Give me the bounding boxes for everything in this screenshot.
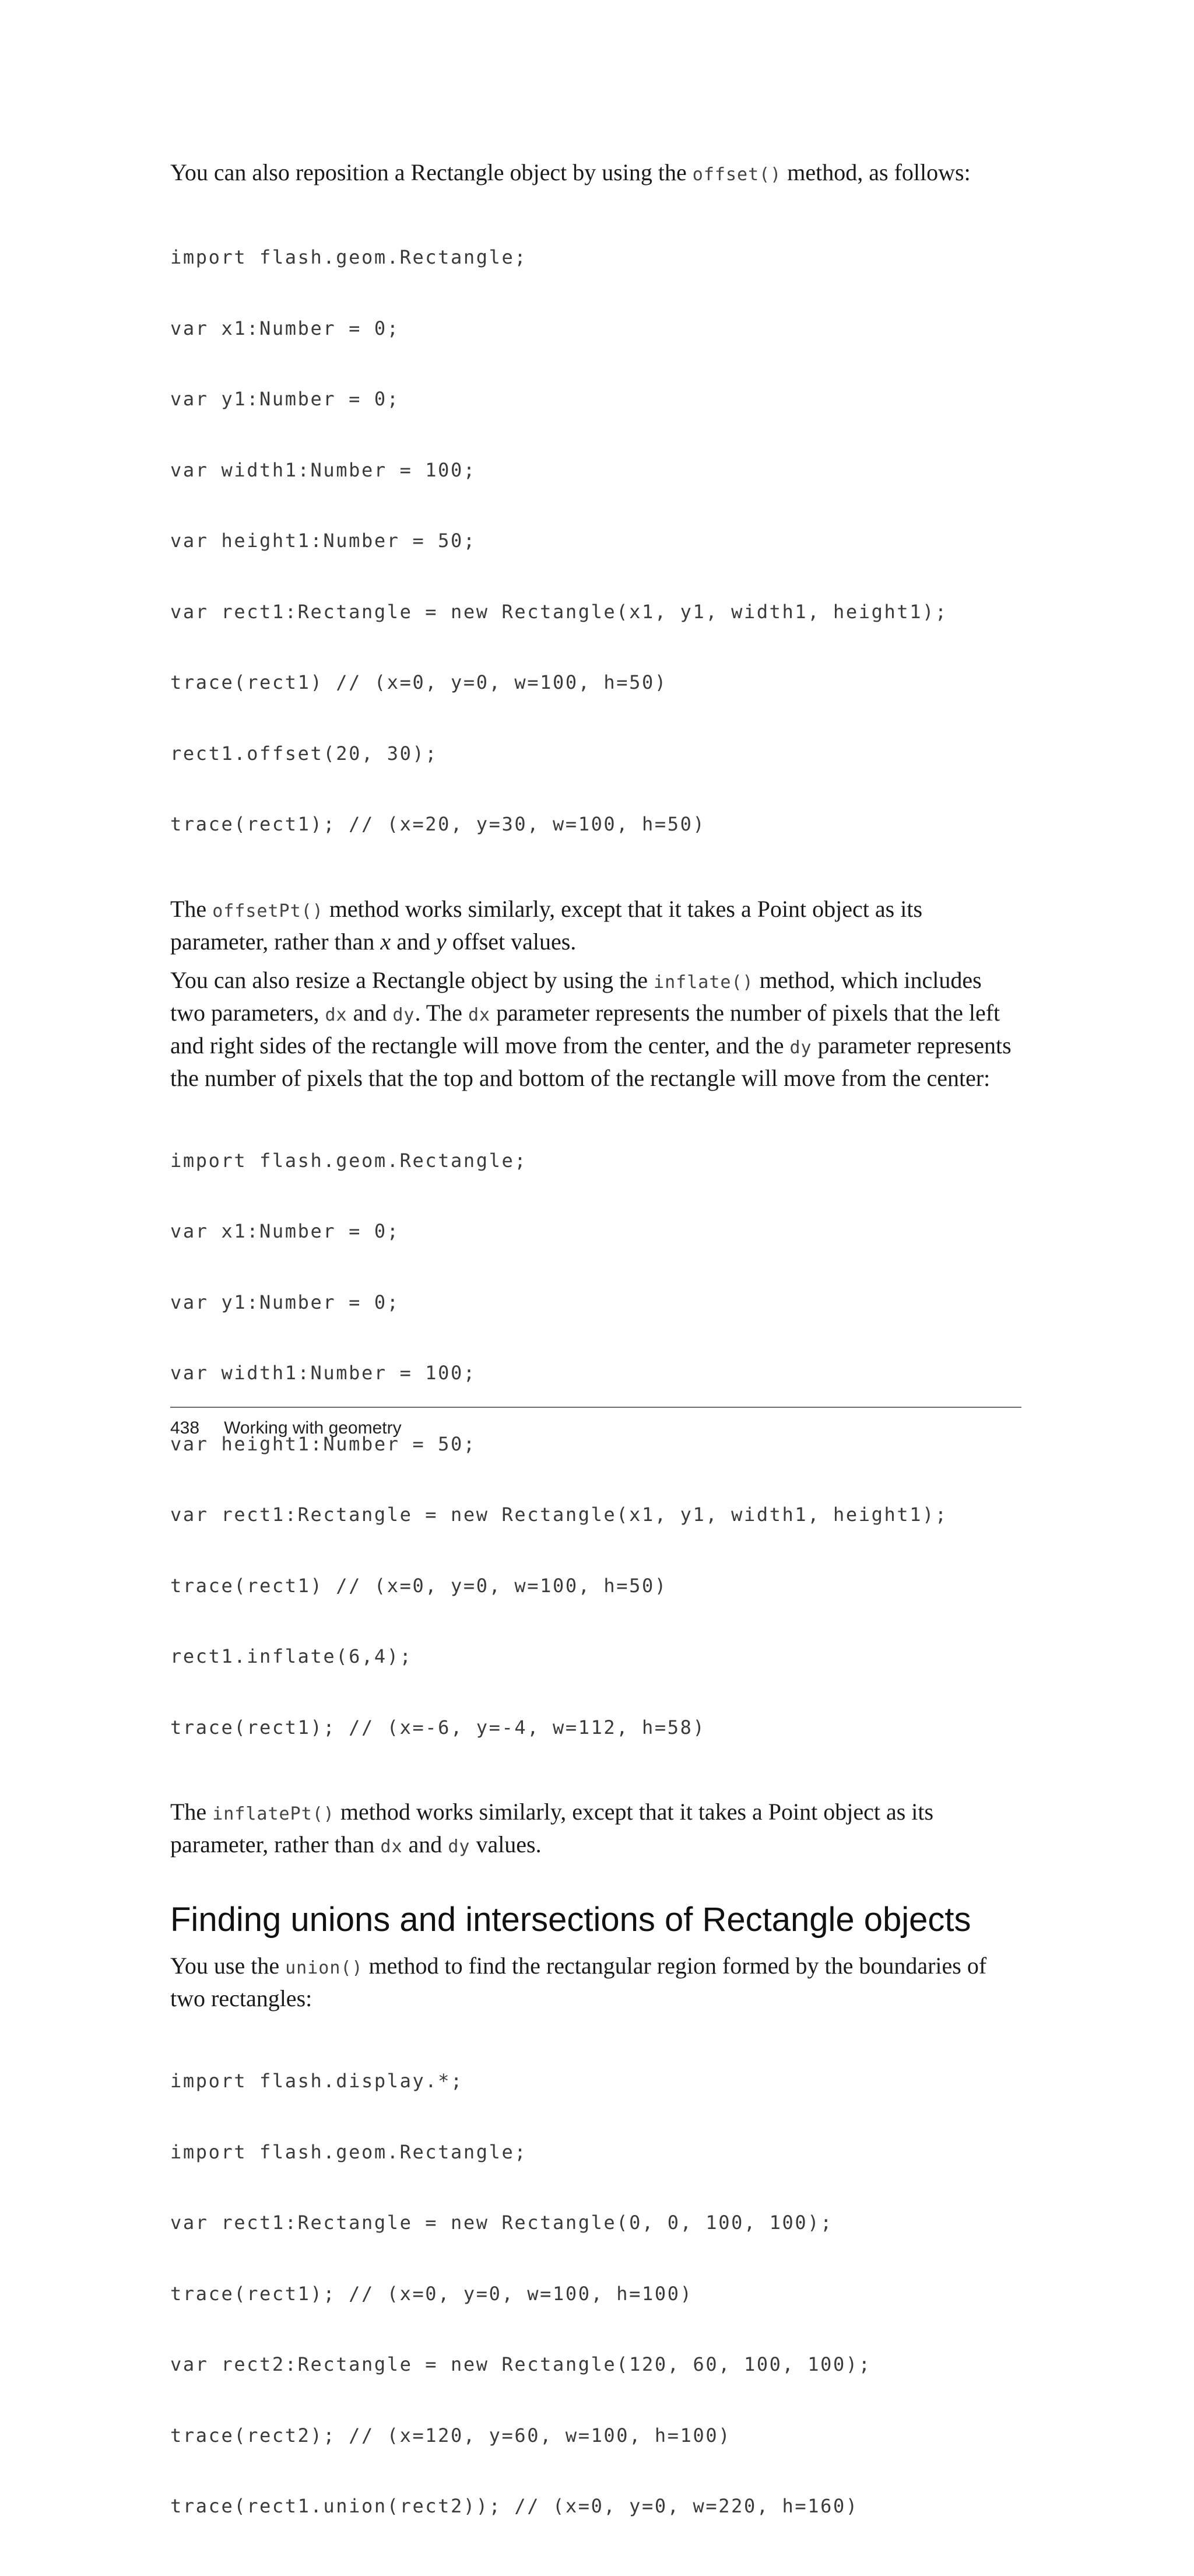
code-line: var x1:Number = 0; xyxy=(170,317,400,339)
code-line: import flash.geom.Rectangle; xyxy=(170,2140,528,2163)
code-block-offset xyxy=(170,198,1021,884)
section-heading: Finding unions and intersections of Rectangle objects xyxy=(170,1901,971,1939)
code-line: var width1:Number = 100; xyxy=(170,1362,476,1384)
paragraph-inflatept: The inflatePt() method works similarly, except that it takes a Point object as its parameter, rather than dx and dy values. xyxy=(170,1799,934,1857)
code-line: trace(rect1.union(rect2)); // (x=0, y=0, w=220, h=160) xyxy=(170,2495,859,2517)
code-line: var rect1:Rectangle = new Rectangle(0, 0, 100, 100); xyxy=(170,2211,834,2234)
code-line: import flash.display.*; xyxy=(170,2070,463,2092)
code-line: trace(rect2); // (x=120, y=60, w=100, h=100) xyxy=(170,2424,732,2447)
code-block-inflate xyxy=(170,1102,1021,1787)
code-line: trace(rect1); // (x=0, y=0, w=100, h=100) xyxy=(170,2282,693,2305)
page-footer xyxy=(170,1407,1021,1438)
text: method, as follows: xyxy=(781,159,971,185)
paragraph-offset-intro xyxy=(170,157,1021,190)
inline-code: inflate() xyxy=(654,972,754,993)
code-block-union xyxy=(170,2022,1021,2566)
page-content xyxy=(170,157,1021,2576)
paragraph-inflate-intro: You can also resize a Rectangle object by using the inflate() method, which includes two parameters, dx and dy. The dx parameter represents the number of pixels that the left and right sides of the rectangle will move from the center, and the dy parameter represents the number of pixels that the top and bottom of the rectangle will move from the center: xyxy=(170,966,1012,1091)
inline-code: offset() xyxy=(692,164,782,185)
code-line: trace(rect1) // (x=0, y=0, w=100, h=50) xyxy=(170,671,668,693)
page-number: 438 xyxy=(170,1418,200,1438)
code-line: var rect1:Rectangle = new Rectangle(x1, y1, width1, height1); xyxy=(170,600,948,623)
code-line: trace(rect1) // (x=0, y=0, w=100, h=50) xyxy=(170,1574,668,1597)
paragraph-union-intro: You use the union() method to find the rectangular region formed by the boundaries of two rectangles: xyxy=(170,1953,987,2011)
section-title: Working with geometry xyxy=(224,1418,402,1438)
code-line: var height1:Number = 50; xyxy=(170,530,476,552)
paragraph-offsetpt: The offsetPt() method works similarly, except that it takes a Point object as its parameter, rather than x and y offset values. xyxy=(170,895,923,955)
inline-code: dx xyxy=(325,1004,347,1025)
inline-code: offsetPt() xyxy=(212,900,324,921)
code-line: var rect1:Rectangle = new Rectangle(x1, y1, width1, height1); xyxy=(170,1503,948,1526)
code-line: rect1.inflate(6,4); xyxy=(170,1645,413,1667)
text: You can also reposition a Rectangle object by using the xyxy=(170,159,693,185)
code-line: rect1.offset(20, 30); xyxy=(170,742,438,765)
code-line: import flash.geom.Rectangle; xyxy=(170,1149,528,1172)
inline-code: union() xyxy=(285,1958,363,1978)
inline-code: dy xyxy=(448,1837,470,1857)
code-line: var height1:Number = 50; xyxy=(170,1432,476,1455)
code-line: var y1:Number = 0; xyxy=(170,388,400,410)
inline-code: dx xyxy=(468,1004,491,1025)
code-line: var rect2:Rectangle = new Rectangle(120, 60, 100, 100); xyxy=(170,2353,872,2375)
code-line: var x1:Number = 0; xyxy=(170,1220,400,1242)
code-line: trace(rect1); // (x=20, y=30, w=100, h=50) xyxy=(170,813,706,835)
code-line: var width1:Number = 100; xyxy=(170,458,476,481)
code-line: trace(rect1); // (x=-6, y=-4, w=112, h=58) xyxy=(170,1716,706,1739)
inline-code: dy xyxy=(789,1037,812,1058)
inline-code: dx xyxy=(380,1837,403,1857)
code-line: import flash.geom.Rectangle; xyxy=(170,246,528,268)
inline-code: dy xyxy=(392,1004,415,1025)
code-line: var y1:Number = 0; xyxy=(170,1291,400,1313)
inline-code: inflatePt() xyxy=(212,1804,335,1824)
